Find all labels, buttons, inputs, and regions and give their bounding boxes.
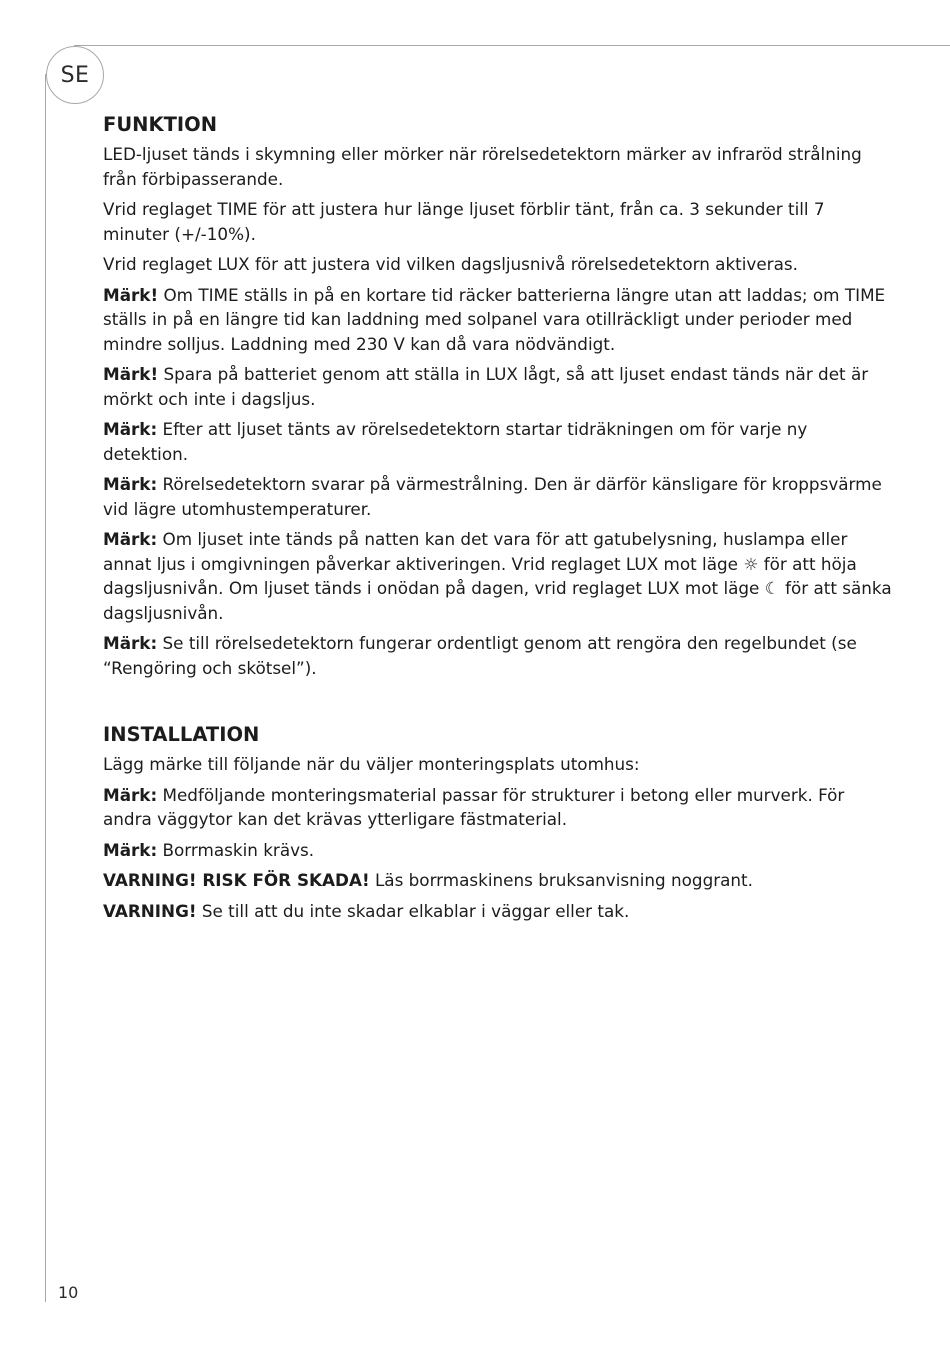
note-paragraph: Märk! Om TIME ställs in på en kortare tid räcker batterierna längre utan att laddas; om TIME ställs in på en längre tid kan laddning med solpanel vara otillräckligt under perioder med mindre solljus. Laddning med 230 V kan då vara nödvändigt.	[103, 284, 886, 354]
left-rule	[45, 74, 46, 1302]
paragraph: Lägg märke till följande när du väljer monteringsplats utomhus:	[103, 754, 640, 774]
section-title: FUNKTION	[103, 113, 218, 136]
paragraph: Vrid reglaget TIME för att justera hur länge ljuset förblir tänt, från ca. 3 sekunder till 7 minuter (+/-10%).	[103, 199, 825, 244]
warning-paragraph: VARNING! Se till att du inte skadar elkablar i väggar eller tak.	[103, 900, 630, 921]
top-rule	[74, 45, 950, 46]
note-paragraph: Märk: Se till rörelsedetektorn fungerar ordentligt genom att rengöra den regelbundet (se “Rengöring och skötsel”).	[103, 633, 857, 678]
language-badge: SE	[46, 46, 104, 104]
section-title: INSTALLATION	[103, 723, 260, 746]
note-paragraph: Märk: Efter att ljuset tänts av rörelsedetektorn startar tidräkningen om för varje ny detektion.	[103, 419, 808, 464]
note-paragraph: Märk: Medföljande monteringsmaterial passar för strukturer i betong eller murverk. För andra väggytor kan det krävas ytterligare fästmaterial.	[103, 784, 845, 829]
page-number: 10	[58, 1283, 79, 1302]
section-funktion	[103, 112, 893, 680]
section-installation	[103, 722, 893, 923]
paragraph: LED-ljuset tänds i skymning eller mörker när rörelsedetektorn märker av infraröd strålning från förbipasserande.	[103, 144, 862, 189]
note-paragraph: Märk: Rörelsedetektorn svarar på värmestrålning. Den är därför känsligare för kroppsvärme vid lägre utomhustemperaturer.	[103, 474, 882, 519]
note-paragraph: Märk: Om ljuset inte tänds på natten kan det vara för att gatubelysning, huslampa eller annat ljus i omgivningen påverkar aktiveringen. Vrid reglaget LUX mot läge ☼ för att höja dagsljusnivån. Om ljuset tänds i onödan på dagen, vrid reglaget LUX mot läge ☾ för att sänka dagsljusnivån.	[103, 529, 892, 623]
note-paragraph: Märk! Spara på batteriet genom att ställa in LUX lågt, så att ljuset endast tänds när det är mörkt och inte i dagsljus.	[103, 364, 869, 409]
warning-paragraph: VARNING! RISK FÖR SKADA! Läs borrmaskinens bruksanvisning noggrant.	[103, 870, 753, 890]
document-content	[103, 112, 893, 929]
note-paragraph: Märk: Borrmaskin krävs.	[103, 839, 315, 860]
paragraph: Vrid reglaget LUX för att justera vid vilken dagsljusnivå rörelsedetektorn aktiveras.	[103, 254, 798, 274]
